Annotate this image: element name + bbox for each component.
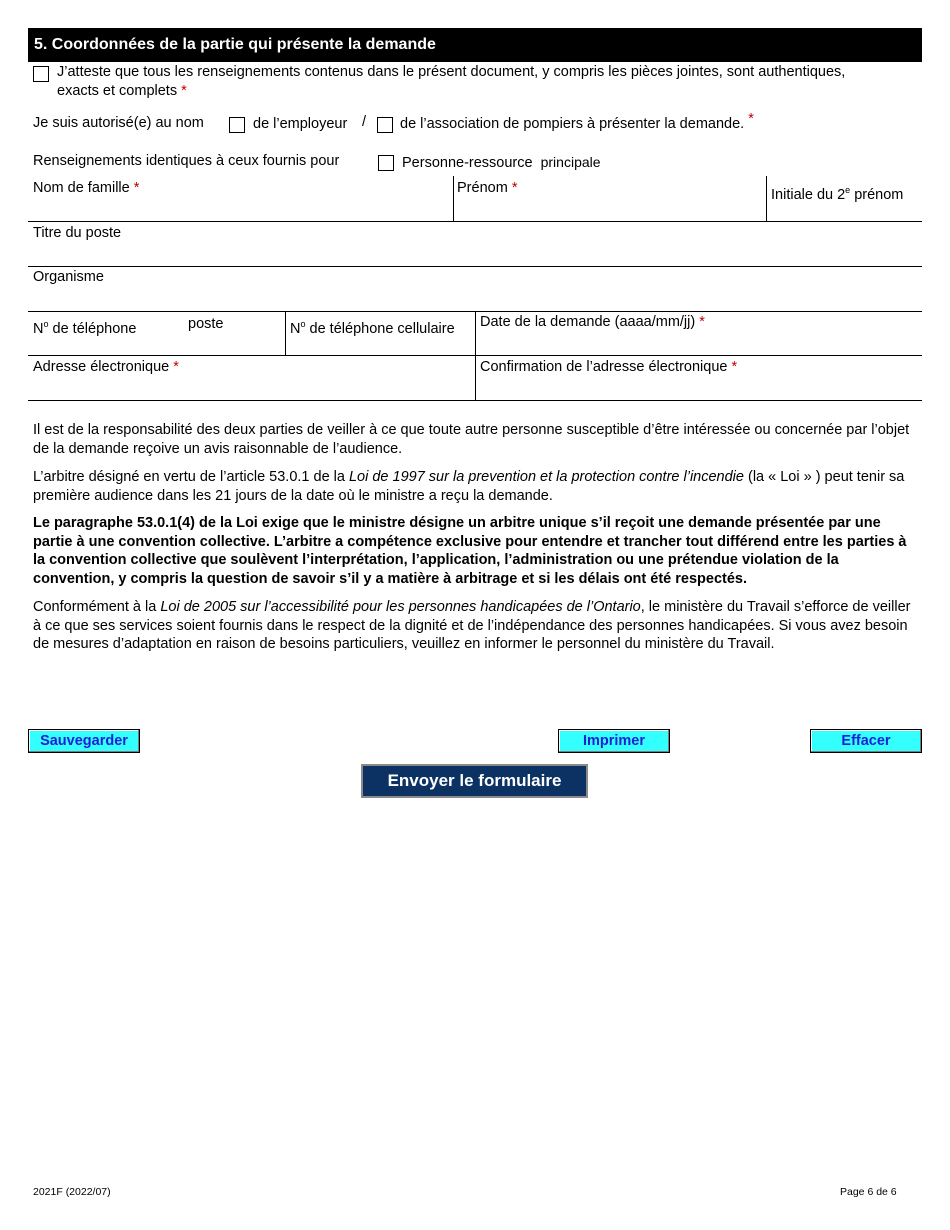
job-title-label: Titre du poste [33, 225, 122, 241]
email-label-text: Adresse électronique [33, 359, 170, 375]
accessibility-text-a: Conformément à la [33, 599, 161, 615]
authorization-separator: / [362, 114, 367, 130]
same-info-option [402, 153, 601, 173]
cell-phone-label-post: de téléphone cellulaire [305, 320, 455, 337]
attestation-label-line2 [57, 82, 187, 101]
phone-label [33, 315, 136, 339]
association-label [400, 111, 754, 134]
authorization-prefix: Je suis autorisé(e) au nom [33, 115, 204, 131]
same-info-option-b: principale [540, 154, 601, 170]
required-marker: * [731, 359, 738, 375]
save-button[interactable]: Sauvegarder [28, 729, 140, 753]
divider [766, 176, 767, 221]
form-id: 2021F (2022/07) [33, 1186, 111, 1198]
accessibility-text-c: , le ministère du Travail s’efforce de veiller à ce que ses services soient fournis dans le respect de la dignité et de l’indépendance des personnes handicapées. Si vous avez besoin de mesures d’adaptation en raison de besoins particuliers, veuillez en informer le personnel du ministère du Travail. [33, 599, 911, 652]
arbitrator-paragraph [33, 468, 918, 505]
page-number: Page 6 de 6 [840, 1186, 897, 1198]
clear-button[interactable]: Effacer [810, 729, 922, 753]
employer-label: de l’employeur [253, 116, 348, 132]
divider [453, 176, 454, 221]
cell-phone-label-sup: o [300, 319, 306, 329]
organization-label: Organisme [33, 269, 104, 285]
extension-label: poste [188, 316, 224, 332]
submit-button[interactable]: Envoyer le formulaire [361, 764, 588, 798]
same-info-checkbox[interactable] [378, 155, 394, 171]
phone-label-pre: N [33, 320, 44, 337]
arbitrator-text-c: (la « Loi » ) peut tenir sa première audience dans les 21 jours de la date où le ministre a reçu la demande. [33, 469, 905, 504]
phone-label-post: de téléphone [48, 320, 137, 337]
required-marker: * [748, 111, 754, 127]
print-button[interactable]: Imprimer [558, 729, 670, 753]
required-marker: * [511, 180, 518, 196]
attestation-label-line2-text: exacts et complets [57, 83, 178, 99]
same-info-label: Renseignements identiques à ceux fournis pour [33, 153, 340, 169]
association-checkbox[interactable] [377, 117, 393, 133]
same-info-option-a: Personne-ressource [402, 155, 533, 171]
divider [28, 221, 922, 222]
divider [285, 311, 286, 355]
required-marker: * [699, 314, 705, 330]
middle-initial-label [771, 181, 903, 205]
required-marker: * [133, 180, 140, 196]
request-date-label-text: Date de la demande (aaaa/mm/jj) [480, 314, 696, 330]
cell-phone-label-pre: N [290, 320, 301, 337]
middle-initial-label-pre: Initiale du 2 [771, 186, 846, 203]
divider [28, 266, 922, 267]
cell-phone-label [290, 315, 455, 339]
last-name-label [33, 179, 139, 198]
middle-initial-label-post: prénom [850, 186, 904, 203]
attestation-label: J’atteste que tous les renseignements contenus dans le présent document, y compris les pièces jointes, sont authentiques, [57, 64, 846, 80]
employer-checkbox[interactable] [229, 117, 245, 133]
act-title: Loi de 1997 sur la prevention et la protection contre l’incendie [348, 469, 744, 485]
last-name-label-text: Nom de famille [33, 180, 130, 196]
email-confirm-label-text: Confirmation de l’adresse électronique [480, 359, 728, 375]
arbitrator-text-a: L’arbitre désigné en vertu de l’article 53.0.1 de la [33, 469, 349, 485]
middle-initial-label-sup: e [845, 185, 851, 195]
divider [28, 355, 922, 356]
notice-paragraph: Il est de la responsabilité des deux parties de veiller à ce que toute autre personne susceptible d’être intéressée ou concernée par l’objet de la demande reçoive un avis raisonnable de l’audience. [33, 422, 910, 457]
first-name-label-text: Prénom [457, 180, 508, 196]
attestation-checkbox[interactable] [33, 66, 49, 82]
accessibility-act-title: Loi de 2005 sur l’accessibilité pour les personnes handicapées de l’Ontario [160, 599, 641, 615]
divider [28, 400, 922, 401]
request-date-label [480, 313, 705, 332]
association-label-text: de l’association de pompiers à présenter la demande. [400, 116, 745, 132]
phone-label-sup: o [43, 319, 49, 329]
email-label [33, 358, 179, 377]
required-marker: * [181, 83, 187, 99]
required-marker: * [173, 359, 179, 375]
email-confirm-label [480, 358, 737, 377]
first-name-label [457, 179, 517, 198]
section-title: 5. Coordonnées de la partie qui présente la demande [28, 28, 922, 62]
accessibility-paragraph [33, 598, 918, 654]
jurisdiction-paragraph: Le paragraphe 53.0.1(4) de la Loi exige que le ministre désigne un arbitre unique s’il reçoit une demande présentée par une partie à une convention collective. L’arbitre a compétence exclusive pour entendre et trancher tout différend entre les parties à la convention collective que soulèvent l’interprétation, l’application, l’administration ou une prétendue violation de la convention, y compris la question de savoir s’il y a matière à arbitrage et si les délais ont été respectés. [33, 515, 907, 587]
